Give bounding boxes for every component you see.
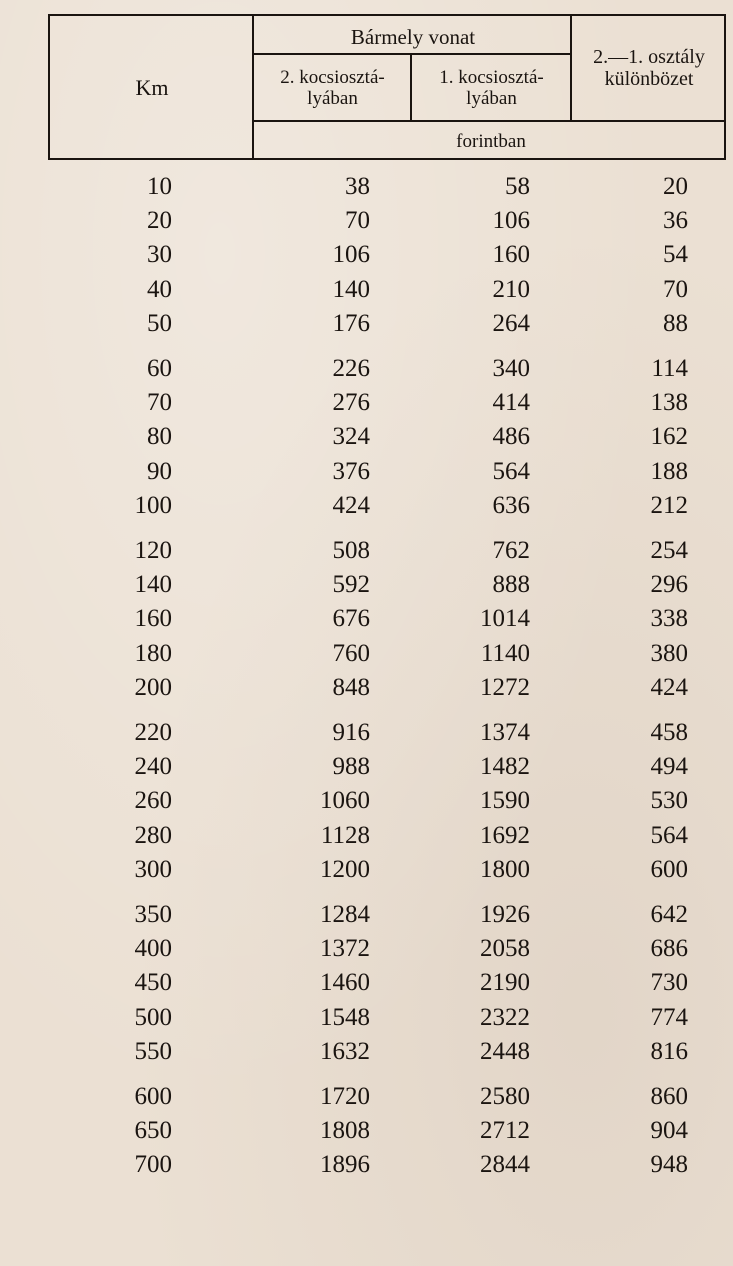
cell-class2: 140: [332, 275, 370, 303]
table-row: [0, 537, 733, 571]
cell-class1: 2844: [480, 1151, 530, 1179]
cell-km: 100: [134, 491, 172, 519]
cell-km: 120: [134, 537, 172, 564]
header-unit: forintban: [456, 131, 526, 152]
cell-class2: 1548: [320, 1003, 370, 1031]
header-diff-line2: különbözet: [604, 68, 694, 90]
table-row: [0, 492, 733, 526]
cell-class2: 324: [332, 423, 370, 451]
cell-class1: 2190: [480, 969, 530, 997]
cell-class2: 592: [332, 571, 370, 599]
cell-diff: 686: [650, 935, 688, 963]
cell-class2: 1200: [320, 855, 370, 883]
table-row: [0, 753, 733, 787]
cell-km: 450: [134, 969, 172, 997]
cell-class1: 414: [492, 389, 530, 417]
cell-class1: 888: [492, 571, 530, 599]
cell-km: 260: [134, 787, 172, 815]
table-row: [0, 787, 733, 821]
table-row: [0, 458, 733, 492]
cell-class1: 1926: [480, 901, 530, 928]
table-row: [0, 901, 733, 935]
cell-diff: 338: [650, 605, 688, 633]
cell-diff: 188: [650, 457, 688, 485]
cell-diff: 600: [650, 855, 688, 883]
header-class2-line2: lyában: [307, 87, 358, 109]
cell-km: 140: [134, 571, 172, 599]
cell-class1: 1482: [480, 753, 530, 781]
cell-class2: 1372: [320, 935, 370, 963]
cell-diff: 70: [663, 275, 688, 303]
cell-class2: 676: [332, 605, 370, 633]
cell-km: 20: [147, 207, 172, 235]
cell-km: 200: [134, 673, 172, 701]
cell-class2: 226: [332, 355, 370, 382]
table-row: [0, 207, 733, 241]
table-row: [0, 935, 733, 969]
cell-diff: 816: [650, 1037, 688, 1065]
table-row: [0, 640, 733, 674]
cell-diff: 424: [650, 673, 688, 701]
table-row: [0, 605, 733, 639]
cell-class2: 1284: [320, 901, 370, 928]
cell-diff: 642: [650, 901, 688, 928]
cell-diff: 254: [650, 537, 688, 564]
cell-diff: 494: [650, 753, 688, 781]
cell-class1: 340: [492, 355, 530, 382]
cell-diff: 774: [650, 1003, 688, 1031]
table-row: [0, 173, 733, 207]
cell-km: 50: [147, 309, 172, 337]
cell-class1: 1140: [480, 639, 530, 667]
cell-diff: 296: [650, 571, 688, 599]
cell-class2: 38: [345, 173, 370, 200]
cell-diff: 212: [650, 491, 688, 519]
cell-km: 40: [147, 275, 172, 303]
cell-class2: 70: [345, 207, 370, 235]
cell-class2: 424: [332, 491, 370, 519]
cell-km: 700: [134, 1151, 172, 1179]
cell-class1: 762: [492, 537, 530, 564]
cell-class2: 176: [332, 309, 370, 337]
cell-km: 80: [147, 423, 172, 451]
cell-class1: 2580: [480, 1083, 530, 1110]
cell-class2: 1808: [320, 1117, 370, 1145]
table-header: [48, 14, 726, 160]
table-row: [0, 856, 733, 890]
cell-km: 220: [134, 719, 172, 746]
cell-class1: 564: [492, 457, 530, 485]
table-row: [0, 310, 733, 344]
cell-km: 400: [134, 935, 172, 963]
cell-class2: 988: [332, 753, 370, 781]
header-class1-line2: lyában: [466, 87, 517, 109]
cell-class1: 2058: [480, 935, 530, 963]
cell-km: 280: [134, 821, 172, 849]
cell-class2: 1720: [320, 1083, 370, 1110]
table-row: [0, 969, 733, 1003]
table-row: [0, 1117, 733, 1151]
cell-diff: 730: [650, 969, 688, 997]
header-km-label: Km: [135, 74, 169, 100]
cell-diff: 380: [650, 639, 688, 667]
cell-class1: 1800: [480, 855, 530, 883]
cell-diff: 458: [650, 719, 688, 746]
cell-km: 90: [147, 457, 172, 485]
table-row: [0, 719, 733, 753]
table-row: [0, 1083, 733, 1117]
cell-class1: 210: [492, 275, 530, 303]
header-rule-under-columns: [252, 120, 726, 122]
cell-diff: 860: [650, 1083, 688, 1110]
cell-class2: 1896: [320, 1151, 370, 1179]
cell-class2: 376: [332, 457, 370, 485]
cell-class1: 58: [505, 173, 530, 200]
cell-class1: 636: [492, 491, 530, 519]
cell-class2: 1128: [320, 821, 370, 849]
cell-class2: 1460: [320, 969, 370, 997]
cell-km: 70: [147, 389, 172, 417]
table-row: [0, 822, 733, 856]
header-rule-under-any-train: [252, 53, 572, 55]
table-row: [0, 1004, 733, 1038]
cell-class1: 106: [492, 207, 530, 235]
cell-class1: 1374: [480, 719, 530, 746]
header-class2-line1: 2. kocsiosztá-: [280, 67, 385, 88]
cell-km: 10: [147, 173, 172, 200]
table-row: [0, 571, 733, 605]
cell-diff: 36: [663, 207, 688, 235]
cell-class2: 106: [332, 241, 370, 269]
header-diff-line1: 2.—1. osztály: [593, 46, 705, 68]
table-row: [0, 1038, 733, 1072]
cell-class1: 264: [492, 309, 530, 337]
table-row: [0, 276, 733, 310]
cell-km: 30: [147, 241, 172, 269]
cell-class2: 848: [332, 673, 370, 701]
cell-diff: 530: [650, 787, 688, 815]
cell-class1: 486: [492, 423, 530, 451]
table-row: [0, 241, 733, 275]
table-row: [0, 1151, 733, 1185]
cell-class2: 1060: [320, 787, 370, 815]
cell-km: 550: [134, 1037, 172, 1065]
table-row: [0, 355, 733, 389]
cell-class2: 508: [332, 537, 370, 564]
cell-km: 180: [134, 639, 172, 667]
header-class1: [412, 68, 571, 110]
cell-class2: 916: [332, 719, 370, 746]
cell-diff: 88: [663, 309, 688, 337]
table-row: [0, 423, 733, 457]
cell-km: 300: [134, 855, 172, 883]
cell-diff: 114: [651, 355, 688, 382]
cell-class1: 2322: [480, 1003, 530, 1031]
cell-class2: 760: [332, 639, 370, 667]
cell-class1: 160: [492, 241, 530, 269]
cell-class1: 2448: [480, 1037, 530, 1065]
cell-class1: 1272: [480, 673, 530, 701]
cell-diff: 904: [650, 1117, 688, 1145]
cell-km: 500: [134, 1003, 172, 1031]
cell-class1: 1014: [480, 605, 530, 633]
cell-class1: 1590: [480, 787, 530, 815]
cell-diff: 948: [650, 1151, 688, 1179]
table-row: [0, 674, 733, 708]
cell-class2: 1632: [320, 1037, 370, 1065]
cell-diff: 162: [650, 423, 688, 451]
cell-diff: 54: [663, 241, 688, 269]
header-difference: [572, 46, 726, 90]
cell-diff: 138: [650, 389, 688, 417]
header-km: [50, 16, 254, 160]
cell-diff: 564: [650, 821, 688, 849]
cell-class1: 1692: [480, 821, 530, 849]
cell-km: 350: [134, 901, 172, 928]
header-any-train: Bármely vonat: [350, 25, 476, 49]
cell-km: 60: [147, 355, 172, 382]
cell-class1: 2712: [480, 1117, 530, 1145]
cell-class2: 276: [332, 389, 370, 417]
cell-km: 160: [134, 605, 172, 633]
cell-km: 240: [134, 753, 172, 781]
header-class1-line1: 1. kocsiosztá-: [439, 67, 544, 88]
table-row: [0, 389, 733, 423]
cell-km: 650: [134, 1117, 172, 1145]
header-class2: [254, 68, 411, 110]
cell-diff: 20: [663, 173, 688, 200]
cell-km: 600: [134, 1083, 172, 1110]
